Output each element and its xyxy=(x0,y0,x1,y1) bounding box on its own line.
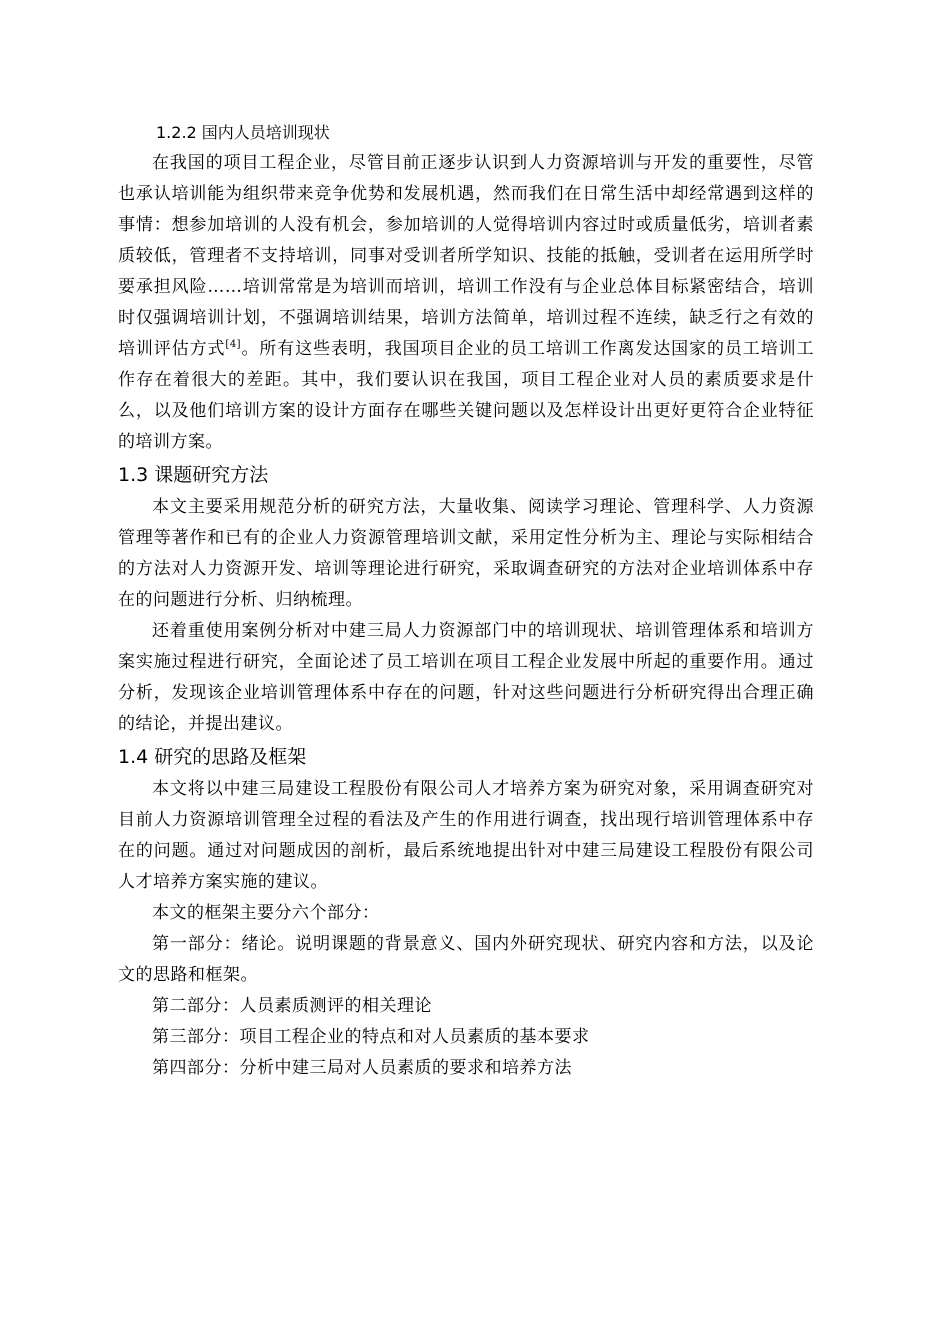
page-content xyxy=(118,118,814,1084)
paragraph-text: 在我国的项目工程企业，尽管目前正逐步认识到人力资源培训与开发的重要性，尽管也承认培训能为组织带来竞争优势和发展机遇，然而我们在日常生活中却经常遇到这样的事情：想参加培训的人没有机会，参加培训的人觉得培训内容过时或质量低劣，培训者素质较低，管理者不支持培训，同事对受训者所学知识、技能的抵触，受训者在运用所学时要承担风险……培训常常是为培训而培训，培训工作没有与企业总体目标紧密结合，培训时仅强调培训计划，不强调培训结果，培训方法简单，培训过程不连续，缺乏行之有效的培训评估方式 xyxy=(118,153,814,359)
framework-part-2: 第二部分：人员素质测评的相关理论 xyxy=(152,996,432,1016)
section-heading-1-4: 1.4 研究的思路及框架 xyxy=(118,746,307,768)
framework-part-4: 第四部分：分析中建三局对人员素质的要求和培养方法 xyxy=(152,1058,572,1078)
paragraph-domestic-training-status xyxy=(118,148,814,458)
paragraph-case-analysis: 还着重使用案例分析对中建三局人力资源部门中的培训现状、培训管理体系和培训方案实施过程进行研究，全面论述了员工培训在项目工程企业发展中所起的重要作用。通过分析，发现该企业培训管理体系中存在的问题，针对这些问题进行分析研究得出合理正确的结论，并提出建议。 xyxy=(118,621,814,734)
section-heading-1-3: 1.3 课题研究方法 xyxy=(118,464,269,486)
paragraph-framework-intro: 本文的框架主要分六个部分： xyxy=(152,903,380,923)
paragraph-research-method: 本文主要采用规范分析的研究方法，大量收集、阅读学习理论、管理科学、人力资源管理等著作和已有的企业人力资源管理培训文献，采用定性分析为主、理论与实际相结合的方法对人力资源开发、培训等理论进行研究，采取调查研究的方法对企业培训体系中存在的问题进行分析、归纳梳理。 xyxy=(118,497,814,610)
subsection-heading-1-2-2: 1.2.2 国内人员培训现状 xyxy=(156,123,330,142)
citation-reference[interactable]: [4] xyxy=(225,339,242,350)
framework-part-1: 第一部分：绪论。说明课题的背景意义、国内外研究现状、研究内容和方法，以及论文的思路和框架。 xyxy=(118,934,814,985)
paragraph-text: 。所有这些表明，我国项目企业的员工培训工作离发达国家的员工培训工作存在着很大的差距。其中，我们要认识在我国，项目工程企业对人员的素质要求是什么，以及他们培训方案的设计方面存在哪些关键问题以及怎样设计出更好更符合企业特征的培训方案。 xyxy=(118,339,815,452)
framework-part-3: 第三部分：项目工程企业的特点和对人员素质的基本要求 xyxy=(152,1027,590,1047)
paragraph-research-approach: 本文将以中建三局建设工程股份有限公司人才培养方案为研究对象，采用调查研究对目前人力资源培训管理全过程的看法及产生的作用进行调查，找出现行培训管理体系中存在的问题。通过对问题成因的剖析，最后系统地提出针对中建三局建设工程股份有限公司人才培养方案实施的建议。 xyxy=(118,779,814,892)
